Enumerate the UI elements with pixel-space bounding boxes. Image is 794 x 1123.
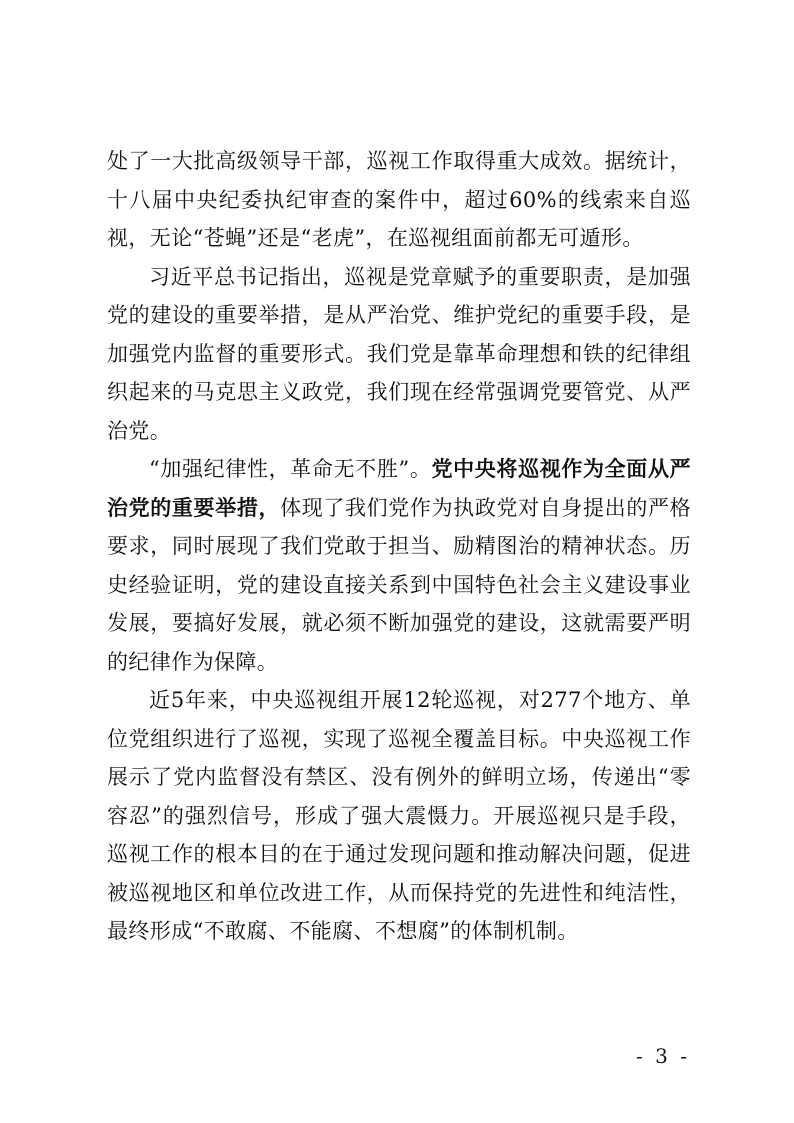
paragraph-2-text: 习近平总书记指出，巡视是党章赋予的重要职责，是加强党的建设的重要举措，是从严治党、维护党纪的重要手段，是加强党内监督的重要形式。我们党是靠革命理想和铁的纪律组织起来的马克思主义政党，我们现在经常强调党要管党、从严治党。 bbox=[107, 264, 691, 443]
paragraph-3-bold-statement: 党中央将巡视作为全面从严治党的重要举措， bbox=[107, 456, 691, 520]
paragraph-4-text: 近5年来，中央巡视组开展12轮巡视，对277个地方、单位党组织进行了巡视，实现了巡视全覆盖目标。中央巡视工作展示了党内监督没有禁区、没有例外的鲜明立场，传递出“零容忍”的强烈信号，形成了强大震慑力。开展巡视只是手段，巡视工作的根本目的在于通过发现问题和推动解决问题，促进被巡视地区和单位改进工作，从而保持党的先进性和纯洁性，最终形成“不敢腐、不能腐、不想腐”的体制机制。 bbox=[107, 688, 691, 943]
paragraph-3-text: 体现了我们党作为执政党对自身提出的严格要求，同时展现了我们党敢于担当、励精图治的精神状态。历史经验证明，党的建设直接关系到中国特色社会主义建设事业发展，要搞好发展，就必须不断加强党的建设，这就需要严明的纪律作为保障。 bbox=[107, 495, 691, 674]
paragraph-2 bbox=[107, 258, 691, 451]
paragraph-1-text: 处了一大批高级领导干部，巡视工作取得重大成效。据统计，十八届中央纪委执纪审查的案件中，超过60%的线索来自巡视，无论“苍蝇”还是“老虎”，在巡视组面前都无可遁形。 bbox=[107, 149, 691, 250]
paragraph-1 bbox=[107, 142, 691, 258]
document-body bbox=[107, 142, 691, 951]
paragraph-3-quote: “加强纪律性，革命无不胜”。 bbox=[149, 457, 432, 481]
paragraph-3 bbox=[107, 450, 691, 681]
paragraph-4 bbox=[107, 681, 691, 951]
page-number: - 3 - bbox=[636, 1044, 690, 1068]
